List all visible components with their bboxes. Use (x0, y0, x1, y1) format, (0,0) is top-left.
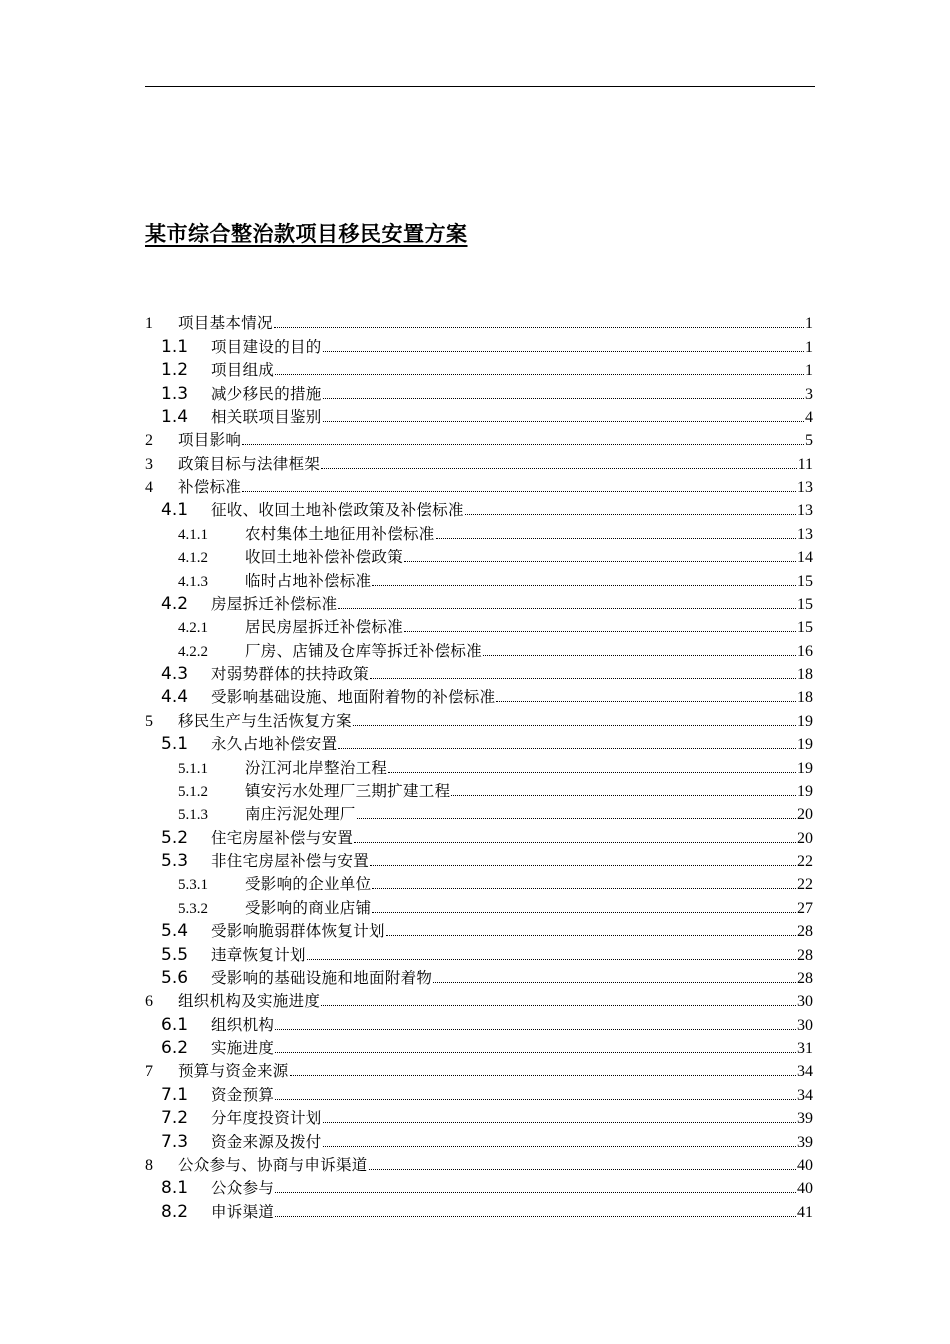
toc-dot-leader (321, 468, 796, 469)
toc-entry-label: 移民生产与生活恢复方案 (178, 709, 352, 731)
toc-entry-number: 4.1 (145, 500, 211, 520)
toc-entry[interactable] (145, 801, 813, 824)
toc-dot-leader (323, 421, 804, 422)
toc-entry-number: 1.4 (145, 407, 211, 427)
toc-entry[interactable] (145, 848, 813, 871)
toc-dot-leader (323, 1122, 796, 1123)
toc-entry[interactable] (145, 450, 813, 473)
toc-entry[interactable] (145, 1198, 813, 1221)
toc-entry-label: 收回土地补偿补偿政策 (245, 545, 403, 567)
toc-entry-label: 项目建设的目的 (211, 335, 322, 357)
toc-entry-number: 4.2.2 (145, 644, 245, 661)
toc-dot-leader (404, 631, 796, 632)
toc-entry-page-number: 34 (797, 1086, 813, 1104)
toc-entry-label: 房屋拆迁补偿标准 (211, 592, 337, 614)
toc-entry-label: 组织机构 (211, 1013, 274, 1035)
header-rule (145, 86, 815, 87)
toc-dot-leader (369, 1169, 796, 1170)
toc-dot-leader (275, 1099, 796, 1100)
toc-entry-label: 受影响脆弱群体恢复计划 (211, 919, 385, 941)
toc-entry-label: 永久占地补偿安置 (211, 732, 337, 754)
toc-entry[interactable] (145, 637, 813, 660)
toc-entry[interactable] (145, 1128, 813, 1151)
table-of-contents (145, 310, 813, 1222)
toc-entry-number: 7.1 (145, 1085, 211, 1105)
toc-entry-number: 7.2 (145, 1108, 211, 1128)
toc-entry-number: 8 (145, 1157, 178, 1175)
toc-entry-page-number: 20 (797, 806, 813, 824)
toc-entry-number: 5.3 (145, 851, 211, 871)
toc-entry-label: 受影响的基础设施和地面附着物 (211, 966, 432, 988)
toc-dot-leader (370, 678, 796, 679)
toc-entry-page-number: 40 (797, 1156, 813, 1174)
toc-entry-label: 临时占地补偿标准 (245, 569, 371, 591)
toc-entry-label: 公众参与 (211, 1176, 274, 1198)
toc-entry[interactable] (145, 661, 813, 684)
toc-entry-number: 1.1 (145, 337, 211, 357)
toc-entry-label: 受影响的商业店铺 (245, 896, 371, 918)
toc-entry[interactable] (145, 894, 813, 917)
toc-entry-label: 厂房、店铺及仓库等拆迁补偿标准 (245, 639, 482, 661)
toc-entry-number: 8.2 (145, 1202, 211, 1222)
toc-entry-page-number: 4 (805, 408, 813, 426)
toc-dot-leader (451, 795, 796, 796)
toc-dot-leader (372, 888, 796, 889)
toc-dot-leader (354, 842, 796, 843)
toc-entry-number: 4.2 (145, 594, 211, 614)
toc-entry-number: 4.3 (145, 664, 211, 684)
toc-entry-number: 4.1.1 (145, 527, 245, 544)
toc-entry-label: 汾江河北岸整治工程 (245, 756, 387, 778)
toc-entry[interactable] (145, 520, 813, 543)
toc-entry-number: 5.3.2 (145, 901, 245, 918)
toc-entry-number: 4.1.3 (145, 574, 245, 591)
toc-entry[interactable] (145, 965, 813, 988)
toc-entry-label: 受影响的企业单位 (245, 872, 371, 894)
toc-entry-number: 5 (145, 713, 178, 731)
toc-entry[interactable] (145, 988, 813, 1011)
toc-dot-leader (275, 1029, 796, 1030)
toc-dot-leader (338, 748, 796, 749)
toc-dot-leader (353, 725, 796, 726)
toc-entry[interactable] (145, 824, 813, 847)
toc-entry-label: 项目影响 (178, 428, 241, 450)
toc-entry-label: 政策目标与法律框架 (178, 452, 320, 474)
toc-entry-number: 6.1 (145, 1015, 211, 1035)
toc-dot-leader (275, 1192, 796, 1193)
toc-entry-page-number: 11 (797, 455, 813, 473)
toc-entry[interactable] (145, 731, 813, 754)
toc-dot-leader (496, 701, 796, 702)
toc-entry-label: 居民房屋拆迁补偿标准 (245, 615, 403, 637)
toc-entry-number: 5.6 (145, 968, 211, 988)
toc-entry-label: 受影响基础设施、地面附着物的补偿标准 (211, 685, 495, 707)
toc-entry-number: 1.3 (145, 384, 211, 404)
toc-entry-label: 资金预算 (211, 1083, 274, 1105)
toc-dot-leader (323, 398, 804, 399)
toc-entry-label: 对弱势群体的扶持政策 (211, 662, 369, 684)
toc-entry[interactable] (145, 357, 813, 380)
toc-entry[interactable] (145, 1058, 813, 1081)
toc-entry-page-number: 18 (797, 666, 813, 683)
toc-entry-page-number: 15 (797, 572, 813, 590)
toc-entry-page-number: 3 (805, 385, 813, 403)
toc-entry-label: 项目基本情况 (178, 311, 273, 333)
toc-entry-page-number: 1 (805, 315, 813, 333)
toc-entry-label: 补偿标准 (178, 475, 241, 497)
toc-entry[interactable] (145, 1081, 813, 1104)
document-title: 某市综合整治款项目移民安置方案 (145, 221, 468, 246)
toc-entry-page-number: 13 (797, 479, 813, 496)
toc-entry-page-number: 19 (797, 736, 813, 754)
toc-entry-label: 实施进度 (211, 1036, 274, 1058)
toc-entry-number: 5.3.1 (145, 877, 245, 894)
toc-dot-leader (323, 351, 804, 352)
toc-entry-page-number: 22 (797, 853, 813, 870)
toc-entry-page-number: 13 (797, 525, 813, 543)
toc-entry-page-number: 31 (797, 1040, 813, 1057)
toc-dot-leader (275, 1052, 796, 1053)
toc-entry-number: 7.3 (145, 1132, 211, 1152)
toc-entry-page-number: 27 (797, 899, 813, 917)
toc-entry-label: 申诉渠道 (211, 1200, 274, 1222)
toc-entry-page-number: 39 (797, 1110, 813, 1128)
toc-dot-leader (372, 585, 796, 586)
toc-entry[interactable] (145, 871, 813, 894)
toc-entry-page-number: 19 (797, 712, 813, 730)
toc-entry[interactable] (145, 614, 813, 637)
toc-entry-label: 项目组成 (211, 358, 274, 380)
toc-entry-number: 4 (145, 479, 178, 497)
toc-dot-leader (372, 912, 796, 913)
toc-entry[interactable] (145, 1105, 813, 1128)
toc-entry[interactable] (145, 333, 813, 356)
toc-entry-label: 相关联项目鉴别 (211, 405, 322, 427)
toc-entry[interactable] (145, 941, 813, 964)
toc-entry[interactable] (145, 404, 813, 427)
toc-entry-page-number: 1 (805, 338, 813, 356)
toc-dot-leader (388, 772, 796, 773)
toc-entry-page-number: 15 (797, 619, 813, 637)
toc-entry-label: 违章恢复计划 (211, 943, 306, 965)
toc-entry-label: 非住宅房屋补偿与安置 (211, 849, 369, 871)
toc-entry-number: 5.1.3 (145, 807, 245, 824)
toc-entry-number: 5.1 (145, 734, 211, 754)
toc-dot-leader (433, 982, 796, 983)
toc-entry-number: 4.2.1 (145, 620, 245, 637)
toc-entry[interactable] (145, 1011, 813, 1034)
toc-dot-leader (242, 491, 796, 492)
toc-entry[interactable] (145, 567, 813, 590)
toc-entry-page-number: 41 (797, 1203, 813, 1221)
toc-entry[interactable] (145, 380, 813, 403)
toc-entry-page-number: 30 (797, 1016, 813, 1034)
toc-entry-number: 4.1.2 (145, 550, 245, 567)
toc-entry-page-number: 15 (797, 595, 813, 613)
toc-dot-leader (404, 561, 796, 562)
toc-entry-number: 4.4 (145, 687, 211, 707)
toc-entry[interactable] (145, 778, 813, 801)
toc-entry-number: 1 (145, 315, 178, 333)
toc-entry-label: 农村集体土地征用补偿标准 (245, 522, 435, 544)
toc-entry-label: 组织机构及实施进度 (178, 989, 320, 1011)
toc-dot-leader (307, 959, 796, 960)
toc-dot-leader (274, 327, 804, 328)
toc-entry-page-number: 22 (797, 876, 813, 894)
toc-entry-page-number: 19 (797, 759, 813, 777)
toc-entry-label: 公众参与、协商与申诉渠道 (178, 1153, 368, 1175)
toc-entry-number: 6 (145, 993, 178, 1011)
toc-dot-leader (483, 655, 796, 656)
toc-entry[interactable] (145, 544, 813, 567)
toc-dot-leader (357, 818, 796, 819)
toc-entry-label: 分年度投资计划 (211, 1106, 322, 1128)
toc-entry-page-number: 16 (797, 642, 813, 660)
toc-entry-page-number: 28 (797, 946, 813, 964)
toc-entry-number: 1.2 (145, 360, 211, 380)
toc-entry[interactable] (145, 918, 813, 941)
toc-dot-leader (323, 1146, 796, 1147)
toc-entry-page-number: 18 (797, 689, 813, 707)
toc-entry-number: 5.2 (145, 828, 211, 848)
toc-entry-label: 镇安污水处理厂三期扩建工程 (245, 779, 450, 801)
toc-entry-page-number: 13 (797, 502, 813, 520)
toc-entry-number: 8.1 (145, 1178, 211, 1198)
toc-entry[interactable] (145, 707, 813, 730)
toc-entry-number: 7 (145, 1063, 178, 1081)
toc-entry-label: 住宅房屋补偿与安置 (211, 826, 353, 848)
toc-entry[interactable] (145, 754, 813, 777)
toc-entry[interactable] (145, 684, 813, 707)
toc-entry-page-number: 14 (797, 549, 813, 567)
toc-entry-page-number: 28 (797, 969, 813, 987)
toc-entry-page-number: 39 (797, 1133, 813, 1151)
toc-entry-number: 5.1.1 (145, 761, 245, 778)
toc-entry-page-number: 19 (797, 782, 813, 800)
toc-entry[interactable] (145, 1152, 813, 1175)
toc-dot-leader (275, 1216, 796, 1217)
toc-entry-label: 征收、收回土地补偿政策及补偿标准 (211, 498, 464, 520)
toc-entry-number: 5.5 (145, 945, 211, 965)
toc-entry[interactable] (145, 310, 813, 333)
toc-entry-number: 5.1.2 (145, 784, 245, 801)
toc-entry-number: 5.4 (145, 921, 211, 941)
toc-entry-label: 南庄污泥处理厂 (245, 802, 356, 824)
toc-entry-number: 2 (145, 432, 178, 450)
toc-entry[interactable] (145, 427, 813, 450)
toc-entry-label: 资金来源及拨付 (211, 1130, 322, 1152)
toc-entry-page-number: 5 (805, 432, 813, 450)
toc-entry[interactable] (145, 1035, 813, 1058)
toc-entry-number: 6.2 (145, 1038, 211, 1058)
toc-dot-leader (242, 444, 804, 445)
toc-entry-page-number: 30 (797, 993, 813, 1011)
toc-entry[interactable] (145, 497, 813, 520)
toc-entry-label: 减少移民的措施 (211, 382, 322, 404)
toc-entry[interactable] (145, 474, 813, 497)
toc-entry-page-number: 20 (797, 829, 813, 847)
toc-dot-leader (386, 935, 796, 936)
toc-entry-page-number: 34 (797, 1063, 813, 1081)
toc-dot-leader (436, 538, 796, 539)
toc-dot-leader (321, 1005, 796, 1006)
toc-dot-leader (290, 1075, 796, 1076)
toc-entry-page-number: 1 (805, 362, 813, 380)
toc-entry-page-number: 40 (797, 1180, 813, 1198)
toc-dot-leader (338, 608, 796, 609)
toc-entry-page-number: 28 (797, 923, 813, 941)
toc-entry[interactable] (145, 591, 813, 614)
toc-entry-label: 预算与资金来源 (178, 1059, 289, 1081)
toc-entry-number: 3 (145, 456, 178, 474)
toc-dot-leader (275, 374, 804, 375)
toc-dot-leader (465, 514, 796, 515)
toc-entry[interactable] (145, 1175, 813, 1198)
toc-dot-leader (370, 865, 796, 866)
